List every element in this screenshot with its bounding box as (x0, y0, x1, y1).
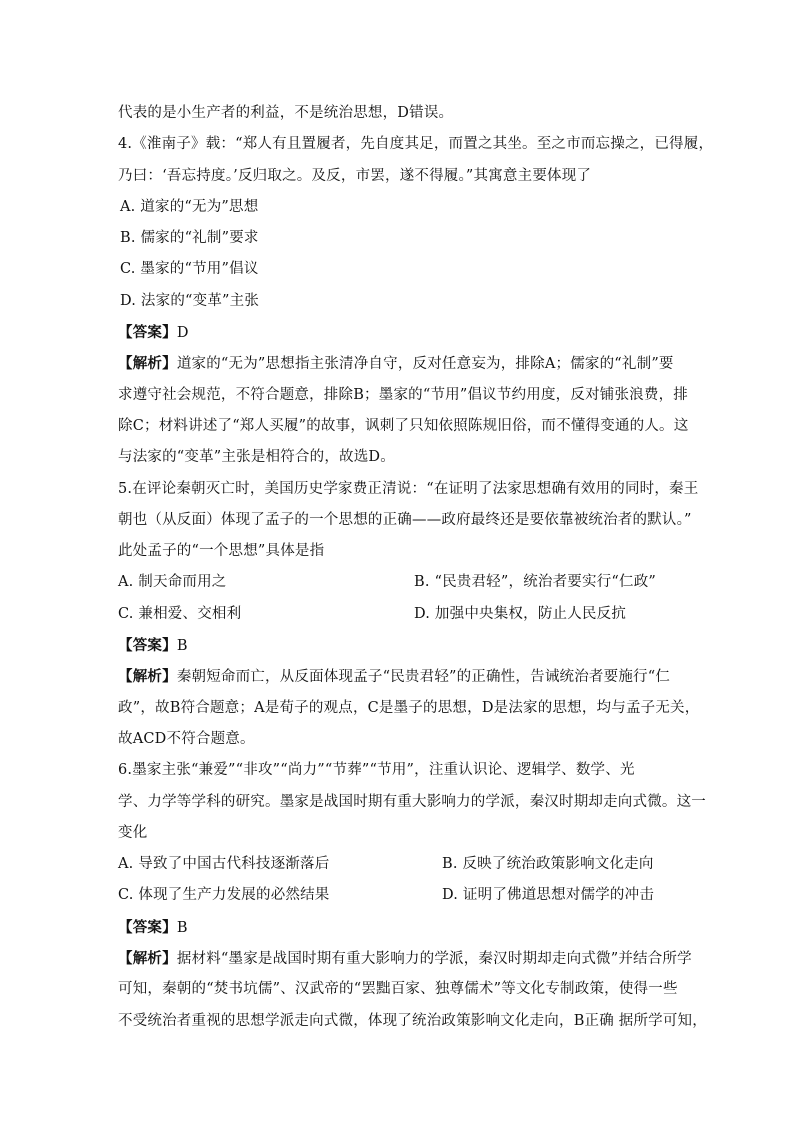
q4-analysis-line: 除C；材料讲述了“郑人买履”的故事，讽刺了只知依照陈规旧俗，而不懂得变通的人。这 (118, 417, 689, 434)
q4-option-a: A. 道家的“无为”思想 (120, 198, 259, 215)
answer-tag: 【答案】 (118, 637, 177, 655)
q6-options-row (118, 849, 678, 880)
question-4-stem: 4.《淮南子》载：“郑人有且置履者，先自度其足，而置之其坐。至之市而忘操之，已得履， (118, 136, 714, 153)
q4-analysis-line: 与法家的“变革”主张是相符合的，故选D。 (118, 449, 395, 466)
q6-option-d: D. 证明了佛道思想对儒学的冲击 (442, 887, 655, 904)
answer-value: B (176, 638, 188, 655)
q6-analysis-line: 不受统治者重视的思想学派走向式微，体现了统治政策影响文化走向，B正确 据所学可知， (118, 1012, 707, 1029)
text-line: 代表的是小生产者的利益，不是统治思想，D错误。 (118, 105, 454, 121)
question-6-stem: 变化 (118, 824, 148, 841)
question-5-stem: 朝也（从反面）体现了孟子的一个思想的正确——政府最终还是要依靠被统治者的默认。” (118, 511, 692, 528)
q6-analysis-line: 可知，秦朝的“焚书坑儒”、汉武帝的“罢黜百家、独尊儒术”等文化专制政策，使得一些 (118, 981, 678, 998)
q6-analysis-line: 【解析】据材料“墨家是战国时期有重大影响力的学派，秦汉时期却走向式微”并结合所学 (118, 950, 692, 968)
answer-value: D (176, 325, 189, 342)
q6-option-c: C. 体现了生产力发展的必然结果 (118, 887, 330, 904)
question-4-stem: 乃曰：‘吾忘持度。’反归取之。及反，市罢，遂不得履。”其寓意主要体现了 (118, 167, 592, 184)
q5-analysis-line: 故ACD不符合题意。 (118, 730, 255, 747)
q5-option-b: B. “民贵君轻”，统治者要实行“仁政” (414, 574, 657, 591)
question-6-stem: 学、力学等学科的研究。墨家是战国时期有重大影响力的学派，秦汉时期却走向式微。这一 (118, 793, 706, 810)
q5-answer (118, 630, 678, 661)
q4-option-c: C. 墨家的“节用”倡议 (120, 261, 259, 278)
q5-option-c: C. 兼相爱、交相利 (118, 605, 242, 622)
q6-answer (118, 912, 678, 943)
q5-option-d: D. 加强中央集权，防止人民反抗 (414, 605, 627, 622)
answer-tag: 【答案】 (118, 324, 177, 342)
answer-tag: 【答案】 (118, 918, 177, 936)
question-6-stem: 6.墨家主张“兼爱”“非攻”“尚力”“节葬”“节用”，注重认识论、逻辑学、数学、光 (118, 762, 635, 779)
q5-analysis-line: 【解析】秦朝短命而亡，从反面体现孟子“民贵君轻”的正确性，告诫统治者要施行“仁 (118, 668, 671, 686)
q6-options-row (118, 880, 678, 911)
analysis-tag: 【解析】 (118, 355, 177, 373)
question-5-stem: 此处孟子的“一个思想”具体是指 (118, 543, 325, 560)
q4-option-d: D. 法家的“变革”主张 (120, 292, 260, 309)
analysis-tag: 【解析】 (118, 668, 177, 686)
answer-value: B (176, 919, 188, 936)
question-5-stem: 5.在评论秦朝灭亡时，美国历史学家费正清说：“在证明了法家思想确有效用的同时，秦王 (118, 480, 699, 497)
document-page (118, 98, 714, 1037)
analysis-tag: 【解析】 (118, 950, 177, 968)
q4-answer (118, 317, 678, 348)
q6-option-b: B. 反映了统治政策影响文化走向 (442, 856, 654, 873)
q5-options-row (118, 567, 678, 598)
q5-analysis-line: 政”，故B符合题意；A是荀子的观点，C是墨子的思想，D是法家的思想，均与孟子无关， (118, 699, 700, 716)
q5-option-a: A. 制天命而用之 (118, 574, 227, 591)
q4-option-b: B. 儒家的“礼制”要求 (120, 230, 259, 247)
q4-analysis-line: 【解析】道家的“无为”思想指主张清净自守，反对任意妄为，排除A；儒家的“礼制”要 (118, 355, 674, 373)
q5-options-row (118, 599, 678, 630)
q6-option-a: A. 导致了中国古代科技逐渐落后 (118, 856, 330, 873)
q4-analysis-line: 求遵守社会规范，不符合题意，排除B；墨家的“节用”倡议节约用度，反对铺张浪费，排 (118, 386, 688, 403)
